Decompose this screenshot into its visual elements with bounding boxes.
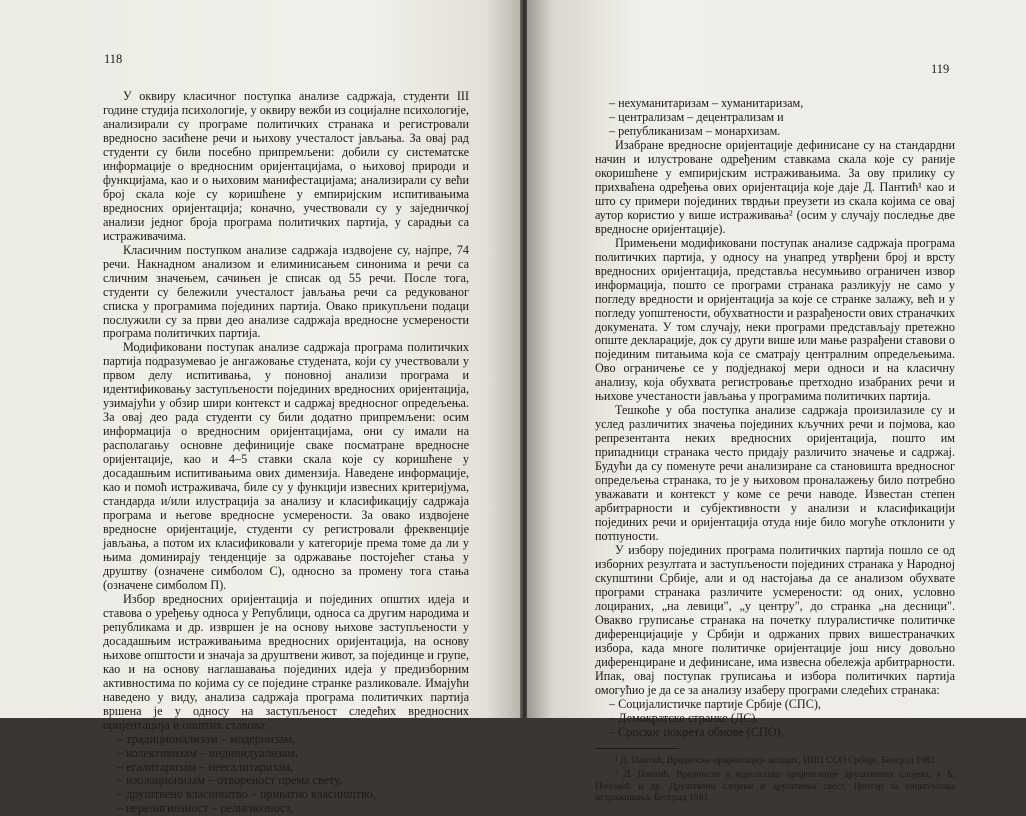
text-column [595,97,955,807]
list-item: – колективизам – индивидуализам, [117,745,299,760]
paragraph: Тешкоће у оба поступка анализе садржаја произилазиле су и услед различитих значења појединих кључних речи и појмова, као репрезентанта неких вредносних оријентација, пошто им припадници странака често придају различито значење и садржај. Будући да су поменуте речи анализиране са становишта вредносног опредељења странака, то је у њиховом проналажењу било потребно уважавати и контекст у коме се речи наводе. Известан степен арбитрарности и субјективности у анализи и класификацији појединих речи и оријентација отуда није било могуће отклонити у потпуности. [595,403,955,544]
footnote: ¹ Д. Пантић, Вредносне оријентације младих, ИИЦ ССО Србије, Београд 1981. [615,754,938,766]
footnote-divider [595,748,679,749]
list-item: – егалитаризам – неегалитаризам, [117,759,294,774]
right-page [527,0,1026,804]
list-item: – Социјалистичке партије Србије (СПС), [609,696,821,711]
list-item: – нерелигиозност – религиозност, [117,801,293,816]
page-number: 118 [104,52,123,66]
paragraph: У оквиру класичног поступка анализе садржаја, студенти III године студија психологије, у оквиру вежби из социјалне психологије, анализирали су програме политичких странака и регистровали вредносно засићене речи и њихову учесталост јављања. За овај рад студенти су били посебно припремљени: добили су систематске информације о вредносним оријентацијама, о њиховој природи и функцијама, као и о њиховим манифестацијама; анализирали су већи број скала које су коришћене у емпиријским испитивањима вредносних оријентација; коначно, учествовали су у заједничкој анализи једног броја програма политичких партија, у сарадњи са истраживачима. [103,89,469,243]
paragraph: Примењени модификовани поступак анализе садржаја програма политичких партија, у односу на унапред утврђени број и врсту вредносних оријентација, представља несумњиво ограничен извор информација, пошто се програми странака разликују не само у погледу вредности и оријентација за које се странке залажу, већ и у погледу уопштености, обухватности и разрађености ових страначких докумената. У том случају, неки програми представљају претежно опште декларације, док су други више или мање разрађени ставови о појединим питањима која се сматрају централним опредељењима. Ово ограничење се у подједнакој мери односи и на класичну анализу, која обухвата регистровање претходно изабраних речи и њихове учестаности јављања у програмима политичких партија. [595,235,955,404]
paragraph: У избору појединих програма политичких партија пошло се од изборних резултата и заступљености појединих странака у Народној скупштини Србије, али и од настојања да се анализом обухвате програми странака различите усмерености: од оних, условно лоцираних, „на левици", „у центру", до странка „на десници". Овакво груписање странака на почетку плуралистичке политичке диференцијације у Србији и одржаних првих вишестраначких избора, када многе политичке оријентације још нису довољно диференциране и дефинисане, има извесна обележја арбитрарности. Ипак, овај поступак груписања и избора политичких партија омогућио је да се за анализу изаберу програми следећих странака: [595,543,955,697]
list-item: – Српског покрета обнове (СПО), [609,724,784,739]
list-item: – изолационизам – отвореност према свету, [117,773,343,788]
list-item: – друштвено власништво – приватно власништво, [117,787,376,802]
party-list [595,698,955,740]
paragraph: Избор вредносних оријентација и појединих општих идеја и ставова о уређењу односа у Републици, односа са другим народима и републикама и др. извршен је на основу њихове заступљености у досадашњим истраживањима вредносних оријентација, на основу њихове општости и значаја за друштвени живот, за појединце и групе, као и на основу наглашавања појединих идеја у предизборним активностима по којима су се поједине странке разликовале. Имајући наведено у виду, анализа садржаја програма политичких партија вршена је у односу на заступљеност следећих вредносних оријентација и општих ставова: [103,591,469,732]
list-item: – централизам – децентрализам и [609,109,784,124]
list-item: – традиционализам – модернизам, [117,731,295,746]
list-item: – републиканизам – монархизам. [609,123,781,138]
paragraph: Модификовани поступак анализе садржаја програма политичких партија подразумевао је ангажовање студената, који су учествовали у првом делу испитивања, у поновној анализи програма и идентификовању заступљености појединих вредносних оријентација, узимајући у обзир шири контекст и садржај вредносног опредељења. За овај део рада студенти су били додатно припремљени: осим информација о вредносним оријентацијама, они су имали на располагању основне дефиниције сваке посматране вредносне оријентације, као и 4–5 ставки скала које су коришћене у досадашњим испитивањима ових димензија. Наведене информације, као и помоћ истраживача, биле су у функцији извесних критеријума, стандарда и/или илустрација за анализу и класификацију садржаја програма и његове вредносне усмерености. За овако издвојене вредносне оријентације, студенти су регистровали фреквенције јављања, а потом их класификовали у категорије према томе да ли у њима доминирају тенденције за одржавање постојећег стања у друштву (означене симболом С), односно за промену тога стања (означене симболом П). [103,340,469,592]
page-number: 119 [931,62,950,76]
value-orientation-list [103,733,469,816]
list-item: – Демократске странке (ДС), [609,710,759,725]
text-column [103,90,469,816]
list-item: – нехуманитаризам – хуманитаризам, [609,96,804,110]
paragraph: Изабране вредносне оријентације дефинисане су на стандардни начин и илустроване одређеним ставкама скала које су раније окоришћене у емпиријским истраживањима. За ову прилику су прихваћена одређења ових оријентација које даје Д. Пантић¹ као и што су примери појединих тврдњи преузети из скала којима се овај аутор користио у више истраживања² (осим у случају последње две вредносне оријентације). [595,137,955,236]
footnote: ² Д. Пантић, Вредности и идеолошке оријентације друштвених слојева, у Б. Поповић и др. Друштвени слојеви и друштвена свест, Центар за социолошка истраживања, Београд 1981. [595,769,955,804]
value-orientation-list [595,97,955,139]
paragraph: Класичним поступком анализе садржаја издвојене су, најпре, 74 речи. Накнадном анализом и елиминисањем синонима и речи са сличним значењем, сачињен је списак од 55 речи. После тога, студенти су бележили учесталост јављања речи са редукованог списка у програмима појединих партија. Овако прикупљени подаци послужили су за први део анализе садржаја вредносне усмерености програма политичких партија. [103,242,469,341]
